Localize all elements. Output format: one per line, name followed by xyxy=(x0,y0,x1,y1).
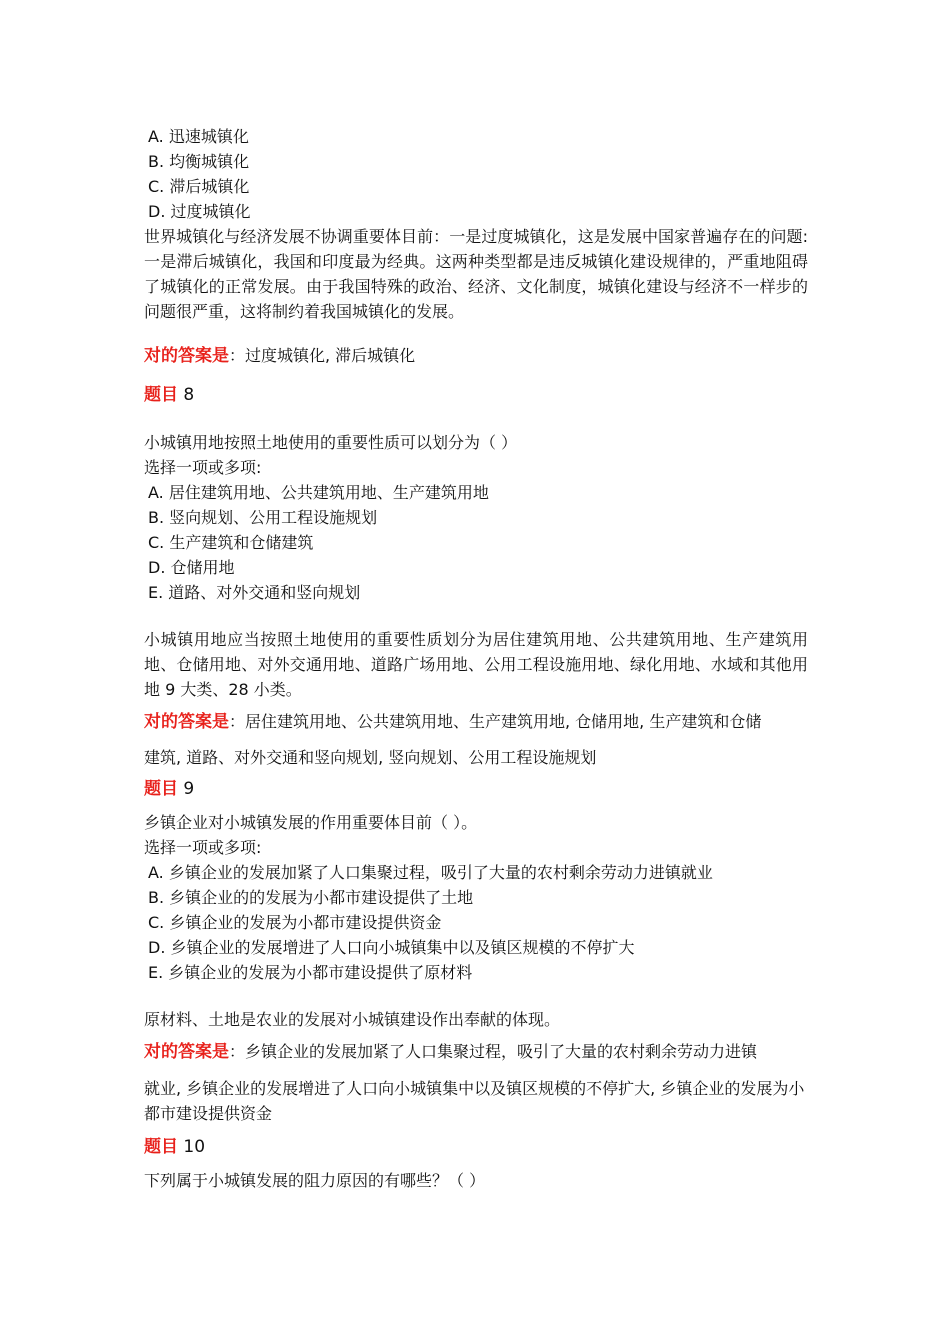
q8-answer-text-1: ：居住建筑用地、公共建筑用地、生产建筑用地, 仓储用地, 生产建筑和仓储 xyxy=(229,712,762,731)
q8-option-d: D. 仓储用地 xyxy=(148,558,235,577)
q9-answer-label: 对的答案是 xyxy=(144,1042,229,1062)
q9-heading-label: 题目 xyxy=(144,779,178,799)
q7-answer-label: 对的答案是 xyxy=(144,346,229,366)
q8-question: 小城镇用地按照土地使用的重要性质可以划分为（ ） xyxy=(144,433,518,452)
q8-answer-line2: 建筑, 道路、对外交通和竖向规划, 竖向规划、公用工程设施规划 xyxy=(144,748,597,767)
q7-option-d: D. 过度城镇化 xyxy=(148,202,251,221)
q10-heading-label: 题目 xyxy=(144,1137,178,1157)
q9-heading-number: 9 xyxy=(183,779,195,799)
q8-option-c: C. 生产建筑和仓储建筑 xyxy=(148,533,314,552)
q10-heading xyxy=(144,1134,808,1160)
q7-option-c: C. 滞后城镇化 xyxy=(148,177,250,196)
q8-option-a: A. 居住建筑用地、公共建筑用地、生产建筑用地 xyxy=(148,483,489,502)
q10-heading-number: 10 xyxy=(183,1137,206,1157)
q8-heading-number: 8 xyxy=(183,385,195,405)
q9-answer-text-1: ：乡镇企业的发展加紧了人口集聚过程，吸引了大量的农村剩余劳动力进镇 xyxy=(229,1042,758,1061)
q9-prompt: 选择一项或多项: xyxy=(144,838,262,857)
q10-question: 下列属于小城镇发展的阻力原因的有哪些？（ ） xyxy=(144,1171,486,1190)
q7-option-b: B. 均衡城镇化 xyxy=(148,152,250,171)
q8-options xyxy=(144,480,808,605)
q8-answer-line1 xyxy=(144,704,808,740)
q8-explanation: 小城镇用地应当按照土地使用的重要性质划分为居住建筑用地、公共建筑用地、生产建筑用地、仓储用地、对外交通用地、道路广场用地、公用工程设施用地、绿化用地、水域和其他用地 9 大类、28 小类。 xyxy=(144,630,808,699)
q8-heading xyxy=(144,382,808,408)
q8-prompt: 选择一项或多项: xyxy=(144,458,262,477)
q7-explanation: 世界城镇化与经济发展不协调重要体目前：一是过度城镇化，这是发展中国家普遍存在的问题:一是滞后城镇化，我国和印度最为经典。这两种类型都是违反城镇化建设规律的，严重地阻碍了城镇化的正常发展。由于我国特殊的政治、经济、文化制度，城镇化建设与经济不一样步的问题很严重，这将制约着我国城镇化的发展。 xyxy=(144,227,808,321)
q7-option-a: A. 迅速城镇化 xyxy=(148,127,249,146)
q9-option-d: D. 乡镇企业的发展增进了人口向小城镇集中以及镇区规模的不停扩大 xyxy=(148,938,635,957)
document-page xyxy=(144,124,808,1193)
q8-option-e: E. 道路、对外交通和竖向规划 xyxy=(148,583,361,602)
q7-answer-text: ：过度城镇化, 滞后城镇化 xyxy=(229,346,416,365)
q9-option-b: B. 乡镇企业的的发展为小都市建设提供了土地 xyxy=(148,888,474,907)
q9-option-e: E. 乡镇企业的发展为小都市建设提供了原材料 xyxy=(148,963,473,982)
q9-explanation: 原材料、土地是农业的发展对小城镇建设作出奉献的体现。 xyxy=(144,1010,561,1029)
q7-options xyxy=(144,124,808,224)
q7-answer xyxy=(144,338,808,374)
q9-answer-line1 xyxy=(144,1034,808,1070)
q9-question: 乡镇企业对小城镇发展的作用重要体目前（ ）。 xyxy=(144,813,478,832)
q9-option-a: A. 乡镇企业的发展加紧了人口集聚过程，吸引了大量的农村剩余劳动力进镇就业 xyxy=(148,863,713,882)
q9-option-c: C. 乡镇企业的发展为小都市建设提供资金 xyxy=(148,913,442,932)
q9-heading xyxy=(144,776,808,802)
q9-answer-line2: 就业, 乡镇企业的发展增进了人口向小城镇集中以及镇区规模的不停扩大, 乡镇企业的发展为小都市建设提供资金 xyxy=(144,1079,805,1123)
q8-option-b: B. 竖向规划、公用工程设施规划 xyxy=(148,508,378,527)
q8-answer-label: 对的答案是 xyxy=(144,712,229,732)
q8-heading-label: 题目 xyxy=(144,385,178,405)
q9-options xyxy=(144,860,808,985)
